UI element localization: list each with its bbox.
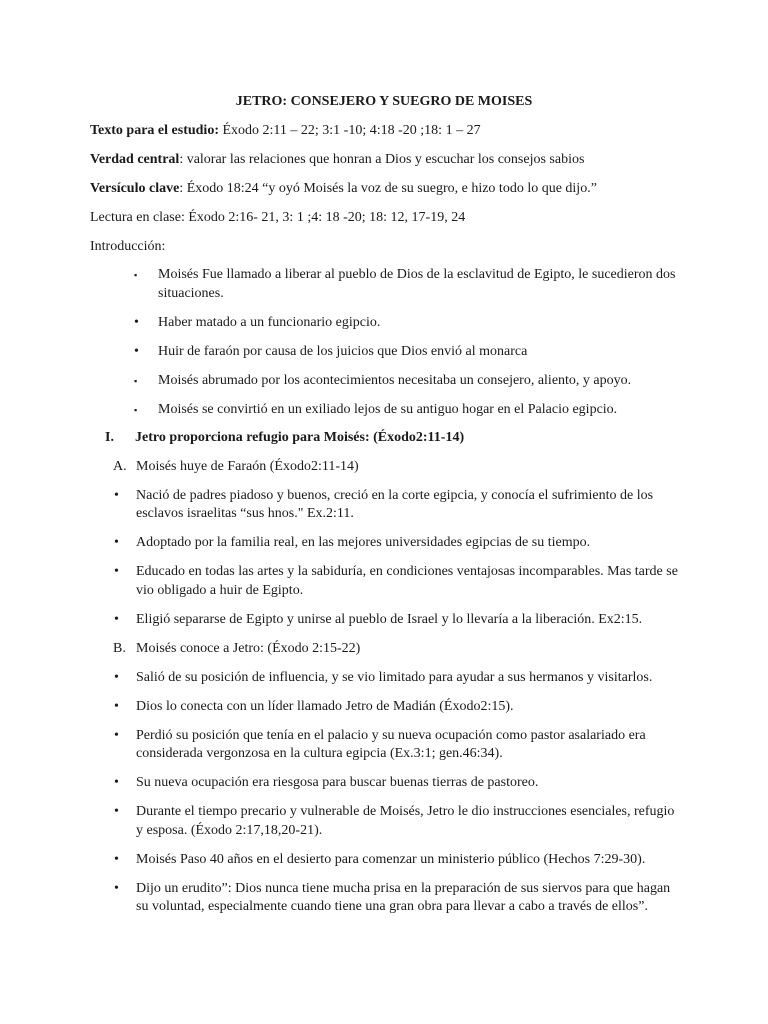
bullet-icon: • [134,314,139,330]
intro-list [90,266,678,419]
texto-estudio-label: Texto para el estudio: [90,123,219,138]
list-item [90,372,678,391]
list-item-text: Huir de faraón por causa de los juicios que Dios envió al monarca [158,343,528,359]
list-item-text: Nació de padres piadoso y buenos, creció en la corte egipcia, y conocía el sufrimiento de los esclavos israelitas “sus hnos." Ex.2:11. [136,487,654,521]
list-item-text: Su nueva ocupación era riesgosa para buscar buenas tierras de pastoreo. [136,775,539,790]
section-heading-1 [90,429,678,448]
bullet-icon: • [114,564,119,579]
list-item [90,563,678,600]
list-item-text: Perdió su posición que tenía en el palacio y su nueva ocupación como pastor asalariado era considerada vergonzosa en la cultura egipcia (Ex.3:1; gen.46:34). [136,727,646,761]
bullet-icon: • [114,851,119,867]
square-bullet-icon: ▪ [134,375,138,386]
list-item [90,401,678,420]
versiculo-clave-line [90,180,678,198]
list-item [90,669,678,688]
lectura-clase-line: Lectura en clase: Éxodo 2:16- 21, 3: 1 ;4: 18 -20; 18: 12, 17-19, 24 [90,210,466,225]
verdad-central-label: Verdad central [90,152,180,167]
square-bullet-icon: ▪ [134,404,138,415]
bullet-icon: • [114,775,119,790]
bullet-icon: • [114,669,119,685]
subsection-a-heading [90,458,678,477]
versiculo-clave-value: : Éxodo 18:24 “y oyó Moisés la voz de su suegro, e hizo todo lo que dijo.” [179,181,597,196]
subsection-heading-text: Moisés conoce a Jetro: (Éxodo 2:15-22) [136,640,361,656]
list-item-text: Eligió separarse de Egipto y unirse al pueblo de Israel y lo llevaría a la liberación. Ex2:15. [136,611,643,627]
texto-estudio-value: Éxodo 2:11 – 22; 3:1 -10; 4:18 -20 ;18: 1 – 27 [218,123,481,138]
roman-numeral-marker: I. [105,429,114,445]
versiculo-clave-label: Versículo clave [90,181,180,196]
bullet-icon: • [114,727,119,743]
list-item-text: Moisés abrumado por los acontecimientos necesitaba un consejero, aliento, y apoyo. [158,372,632,388]
list-item [90,880,678,917]
bullet-icon: • [134,343,139,359]
section-heading-text: Jetro proporciona refugio para Moisés: (Éxodo2:11-14) [135,429,465,445]
subsection-b-list [90,669,678,917]
list-item [90,487,678,524]
subsection-heading-text: Moisés huye de Faraón (Éxodo2:11-14) [136,458,359,474]
list-item [90,314,678,333]
bullet-icon: • [114,487,119,503]
texto-estudio-line [90,122,678,140]
list-item-text: Dios lo conecta con un líder llamado Jetro de Madián (Éxodo2:15). [136,698,514,714]
list-item [90,774,678,793]
list-item-text: Moisés Fue llamado a liberar al pueblo de Dios de la esclavitud de Egipto, le sucedieron dos situaciones. [158,267,676,301]
list-item-text: Moisés Paso 40 años en el desierto para comenzar un ministerio público (Hechos 7:29-30). [136,851,646,867]
letter-marker: A. [113,458,127,474]
subsection-a-list [90,487,678,630]
list-item [90,851,678,870]
list-item-text: Haber matado a un funcionario egipcio. [158,314,381,330]
list-item [90,266,678,303]
document-title: JETRO: CONSEJERO Y SUEGRO DE MOISES [235,94,533,109]
list-item-text: Salió de su posición de influencia, y se vio limitado para ayudar a sus hermanos y visitarlos. [136,669,653,685]
list-item-text: Moisés se convirtió en un exiliado lejos de su antiguo hogar en el Palacio egipcio. [158,401,618,417]
list-item [90,611,678,630]
bullet-icon: • [114,880,119,896]
list-item-text: Dijo un erudito”: Dios nunca tiene mucha prisa en la preparación de sus siervos para que hagan su voluntad, especialmente cuando tiene una gran obra para llevar a cabo a través de ellos”. [136,880,671,914]
list-item-text: Educado en todas las artes y la sabiduría, en condiciones ventajosas incomparables. Mas tarde se vio obligado a huir de Egipto. [136,564,678,598]
subsection-b-heading [90,640,678,659]
list-item [90,803,678,840]
list-item [90,343,678,362]
square-bullet-icon: ▪ [134,270,138,280]
introduccion-heading: Introducción: [90,239,166,254]
bullet-icon: • [114,611,119,627]
list-item [90,727,678,764]
bullet-icon: • [114,535,119,550]
verdad-central-line [90,151,678,169]
verdad-central-value: : valorar las relaciones que honran a Dios y escuchar los consejos sabios [179,152,585,167]
list-item [90,534,678,553]
bullet-icon: • [114,698,119,714]
letter-marker: B. [113,640,126,656]
list-item-text: Durante el tiempo precario y vulnerable de Moisés, Jetro le dio instrucciones esenciales, refugio y esposa. (Éxodo 2:17,18,20-21). [136,804,675,838]
list-item-text: Adoptado por la familia real, en las mejores universidades egipcias de su tiempo. [136,535,591,550]
list-item [90,698,678,717]
bullet-icon: • [114,804,119,819]
